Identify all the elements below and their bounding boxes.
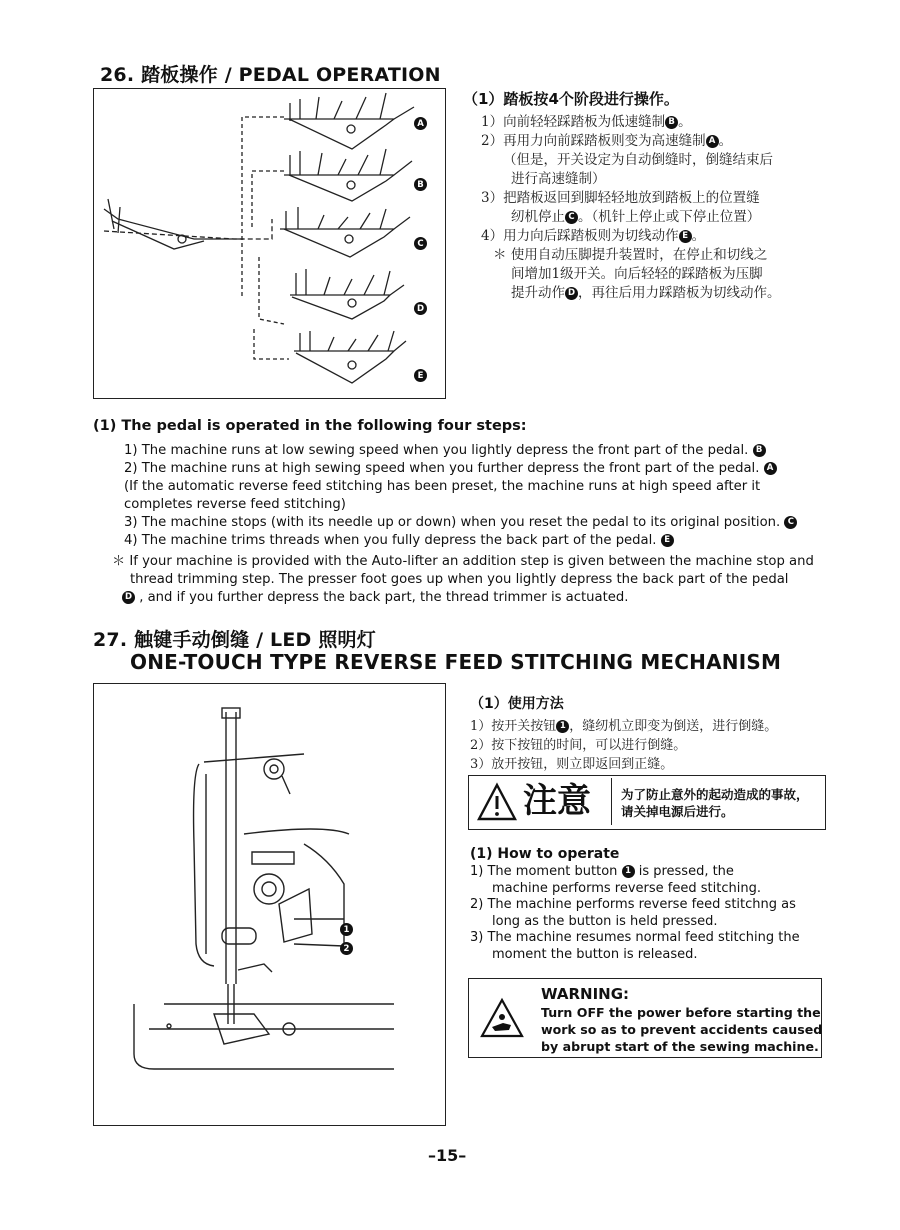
sec27-en-step1: 1) The moment button 1 is pressed, the [470, 864, 734, 879]
caution-label: 注意 [523, 781, 591, 821]
warning-triangle-icon [477, 782, 517, 822]
sec26-en-step2: 2) The machine runs at high sewing speed when you further depress the front part of the pedal. A [124, 460, 864, 478]
sec27-cn-step3: 3）放开按钮，则立即返回到正缝。 [470, 757, 674, 772]
warning-box [468, 978, 822, 1058]
sec27-en-heading: (1) How to operate [470, 846, 620, 862]
hand-warning-icon [479, 997, 525, 1039]
sec26-cn-step3b: 纫机停止 C 。（机针上停止或下停止位置） [511, 209, 761, 225]
sewing-machine-diagram [94, 684, 444, 1124]
sec26-cn-heading: （1）踏板按4个阶段进行操作。 [463, 90, 679, 108]
marker-2: 2 [340, 942, 353, 955]
marker-a: A [414, 117, 427, 130]
marker-c: C [414, 237, 427, 250]
warning-title: WARNING: [541, 985, 630, 1003]
marker-b: B [414, 178, 427, 191]
sec26-cn-note1: ＊ 使用自动压脚提升装置时，在停止和切线之 [493, 247, 768, 263]
sec27-cn-step1: 1）按开关按钮 1 ，缝纫机立即变为倒送，进行倒缝。 [470, 719, 778, 734]
sec26-cn-step1: 1）向前轻轻踩踏板为低速缝制 B 。 [481, 114, 692, 130]
sec26-en-step2b: (If the automatic reverse feed stitching has been preset, the machine runs at high speed after it [124, 479, 761, 494]
sec27-en-step3: 3) The machine resumes normal feed stitching the [470, 930, 800, 945]
pedal-diagram-frame [93, 88, 446, 399]
section-26-title: 26. 踏板操作 / PEDAL OPERATION [100, 64, 441, 86]
marker-e: E [414, 369, 427, 382]
section-27-title-en: ONE-TOUCH TYPE REVERSE FEED STITCHING MECHANISM [130, 650, 782, 674]
caution-box [468, 775, 826, 830]
sec26-en-block [124, 442, 864, 550]
caution-text-line1: 为了防止意外的起动造成的事故， [621, 787, 809, 802]
sec27-cn-block [470, 693, 890, 774]
sec27-en-block [470, 846, 826, 963]
section-27-title-cn: 27. 触键手动倒缝 / LED 照明灯 [93, 629, 376, 651]
sec26-en-note [112, 553, 872, 607]
warning-text-line3: by abrupt start of the sewing machine. [541, 1039, 819, 1054]
caution-label-area [471, 778, 612, 825]
marker-d: D [414, 302, 427, 315]
sec26-en-heading: (1) The pedal is operated in the following four steps: [93, 418, 527, 434]
caution-text-line2: 请关掉电源后进行。 [621, 804, 734, 819]
marker-1: 1 [340, 923, 353, 936]
sec27-cn-step2: 2）按下按钮的时间，可以进行倒缝。 [470, 738, 687, 753]
sec27-en-step2b: long as the button is held pressed. [492, 913, 718, 929]
pedal-diagram [94, 89, 444, 397]
sec26-en-step1: 1) The machine runs at low sewing speed when you lightly depress the front part of the pedal. B [124, 442, 864, 460]
sec26-en-step4: 4) The machine trims threads when you fully depress the back part of the pedal. E [124, 532, 864, 550]
sec26-cn-step2-note: （但是，开关设定为自动倒缝时，倒缝结束后 [503, 152, 773, 168]
machine-diagram-frame [93, 683, 446, 1126]
sec27-en-step1b: machine performs reverse feed stitching. [492, 880, 761, 896]
sec26-cn-block [463, 88, 883, 303]
sec26-cn-step2: 2）再用力向前踩踏板则变为高速缝制 A 。 [481, 133, 733, 149]
sec27-en-step3b: moment the button is released. [492, 946, 698, 962]
sec26-en-note3: D , and if you further depress the back part, the thread trimmer is actuated. [112, 589, 872, 607]
sec26-en-step2c: completes reverse feed stitching) [124, 497, 346, 512]
sec26-en-note2: thread trimming step. The presser foot goes up when you lightly depress the back part of the pedal [130, 572, 789, 587]
sec27-cn-heading: （1）使用方法 [470, 696, 564, 712]
sec26-cn-step3: 3）把踏板返回到脚轻轻地放到踏板上的位置缝 [481, 190, 760, 206]
sec26-cn-note2: 间增加1级开关。向后轻轻的踩踏板为压脚 [511, 266, 763, 282]
sec26-en-step3: 3) The machine stops (with its needle up or down) when you reset the pedal to its original position. C [124, 514, 864, 532]
warning-text-line2: work so as to prevent accidents caused [541, 1022, 823, 1037]
warning-text [541, 1004, 822, 1055]
sec26-en-note1: ＊ If your machine is provided with the Auto-lifter an addition step is given between the machine stop and [112, 554, 814, 569]
sec27-en-step2: 2) The machine performs reverse feed stitchng as [470, 897, 796, 912]
sec26-cn-step4: 4）用力向后踩踏板则为切线动作 E 。 [481, 228, 706, 244]
sec26-cn-step2-note2: 进行高速缝制） [511, 171, 606, 187]
warning-text-line1: Turn OFF the power before starting the [541, 1005, 821, 1020]
caution-text [621, 786, 809, 820]
sec26-cn-note3: 提升动作 D ，再往后用力踩踏板为切线动作。 [511, 285, 781, 301]
page-number: –15– [428, 1146, 467, 1165]
